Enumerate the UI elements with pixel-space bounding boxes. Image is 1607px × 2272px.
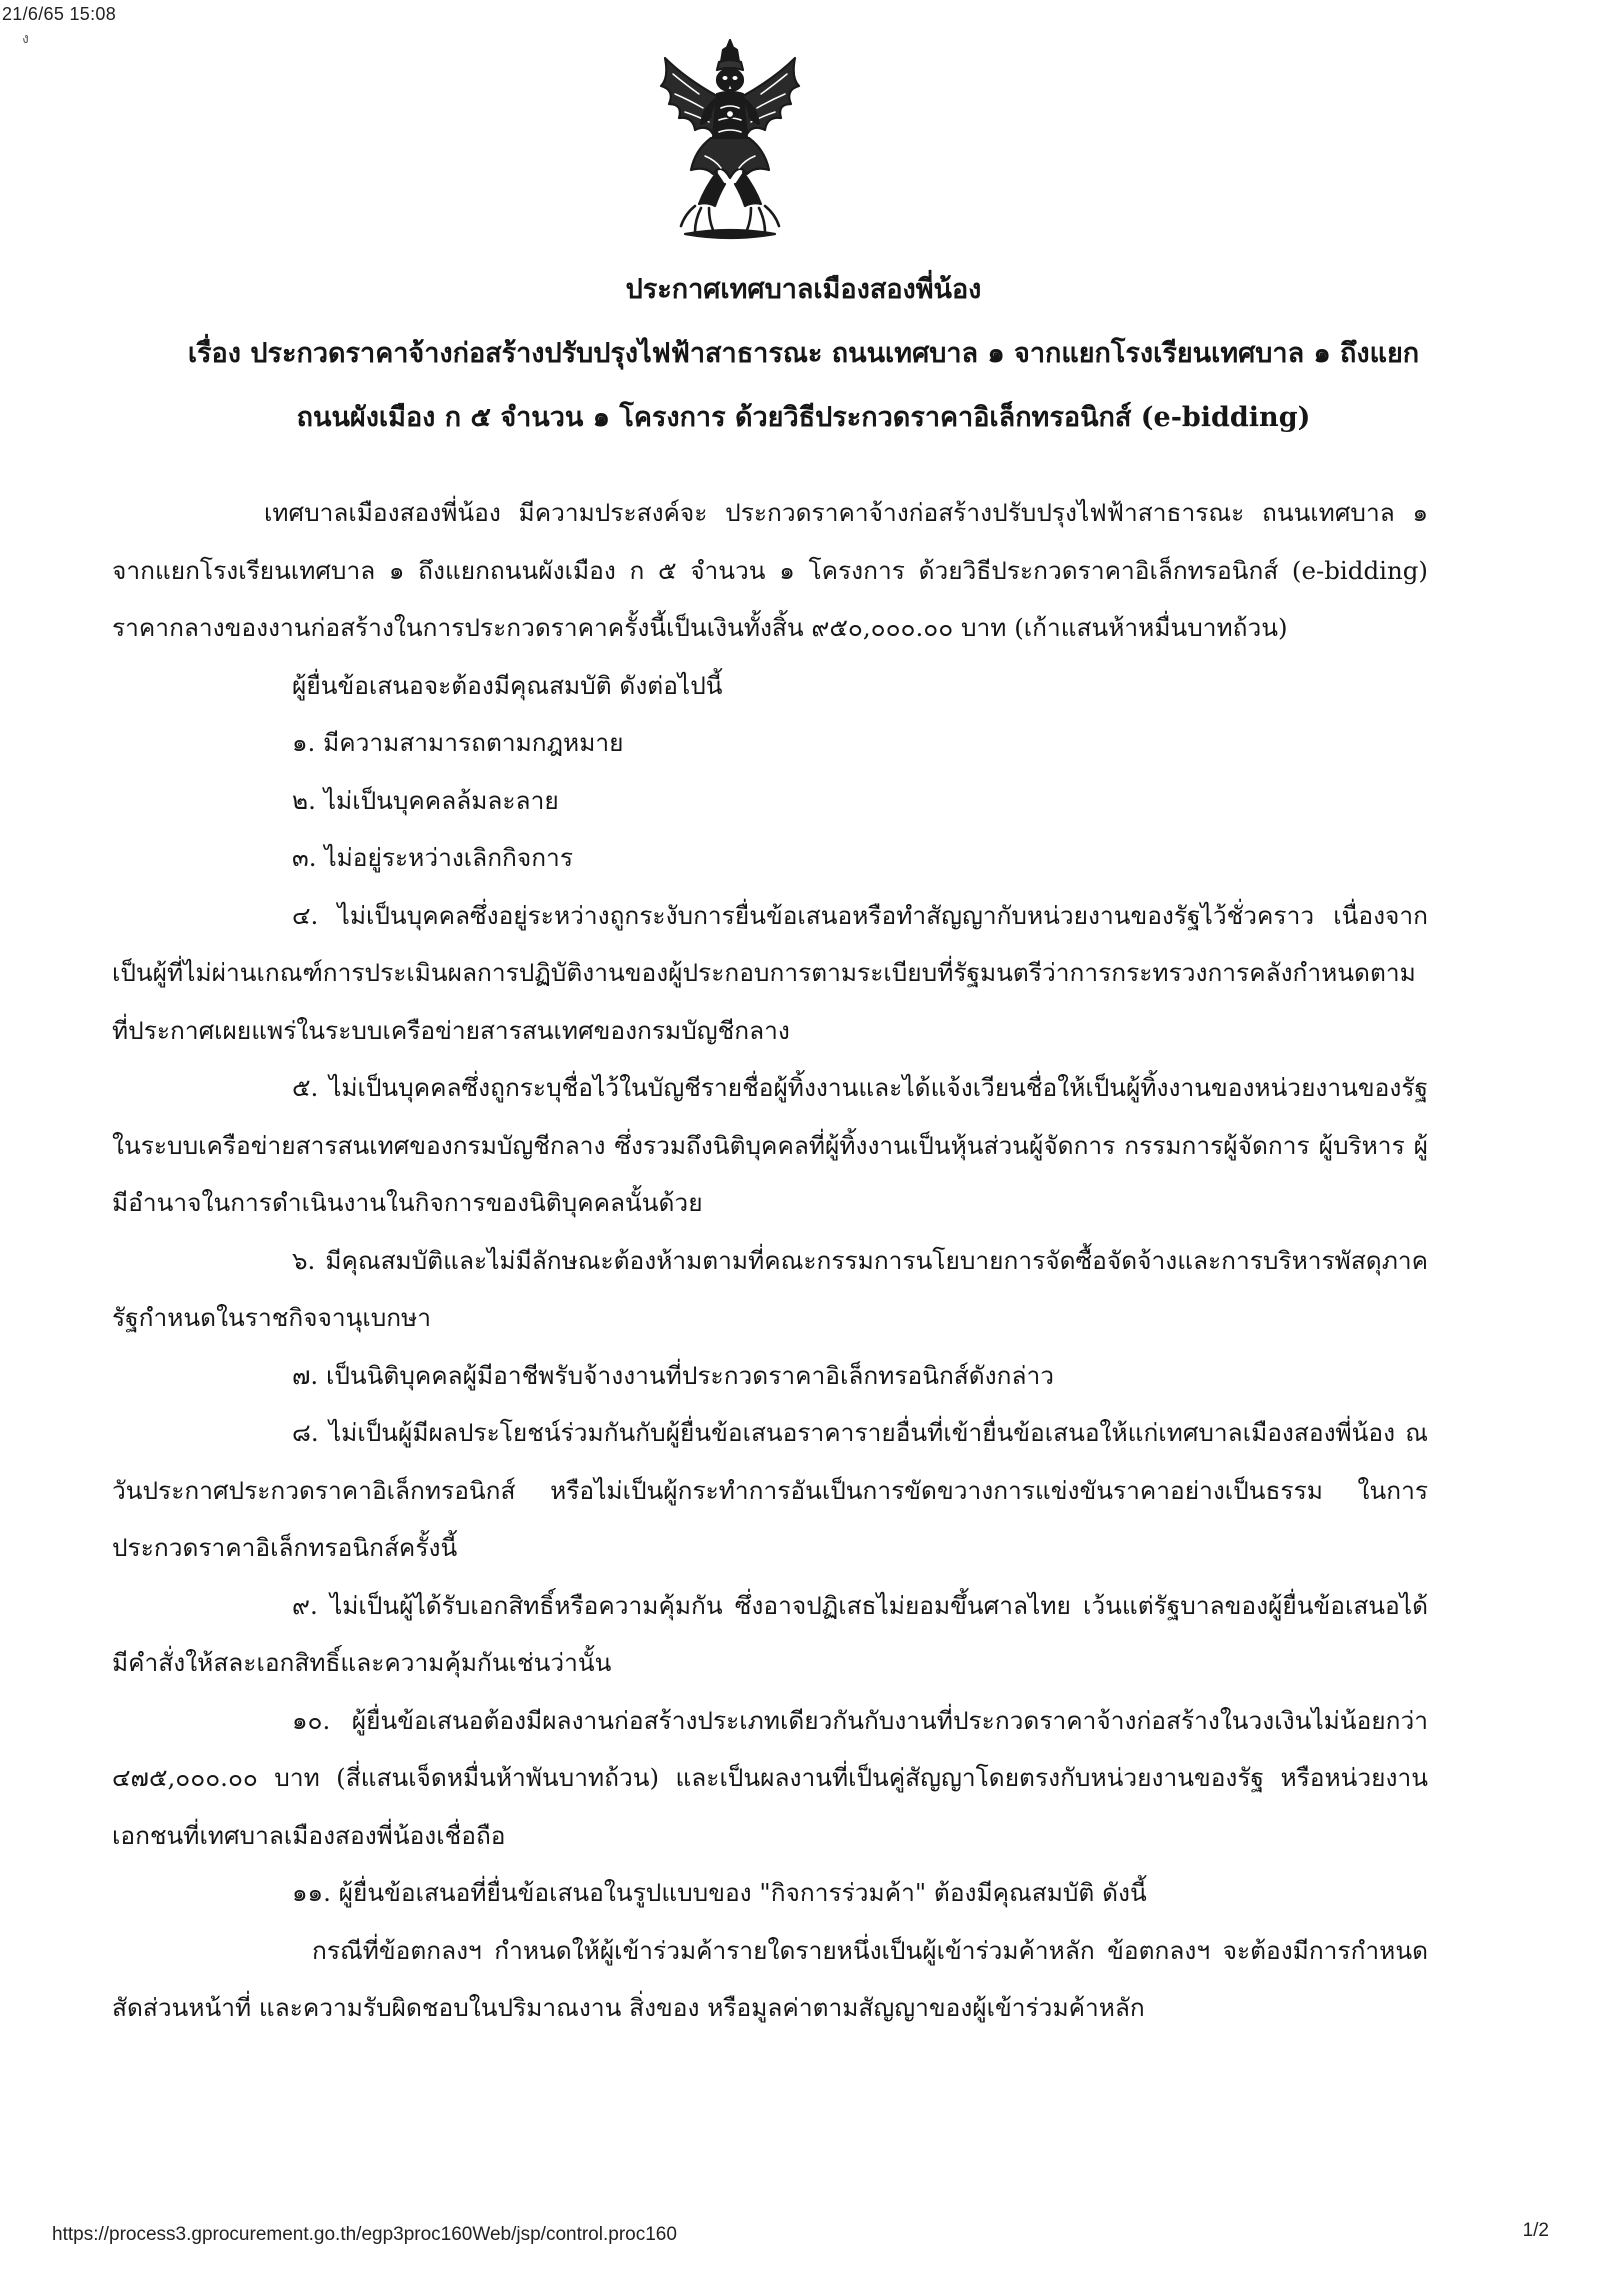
qualification-heading: ผู้ยื่นข้อเสนอจะต้องมีคุณสมบัติ ดังต่อไปนี้ — [292, 670, 723, 700]
print-datetime: 21/6/65 15:08 — [2, 4, 117, 24]
qualification-item-9: ๙. ไม่เป็นผู้ได้รับเอกสิทธิ์หรือความคุ้มกัน ซึ่งอาจปฏิเสธไม่ยอมขึ้นศาลไทย เว้นแต่รัฐบาลของผู้ยื่นข้อเสนอได้มีคำสั่งให้สละเอกสิทธิ์และความคุ้มกันเช่นว่านั้น — [112, 1590, 1428, 1677]
qualification-item-7: ๗. เป็นนิติบุคคลผู้มีอาชีพรับจ้างงานที่ประกวดราคาอิเล็กทรอนิกส์ดังกล่าว — [292, 1360, 1055, 1390]
page-indicator: 1/2 — [1522, 2220, 1549, 2241]
qualification-item-6: ๖. มีคุณสมบัติและไม่มีลักษณะต้องห้ามตามที่คณะกรรมการนโยบายการจัดซื้อจัดจ้างและการบริหารพัสดุภาครัฐกำหนดในราชกิจจานุเบกษา — [112, 1245, 1428, 1332]
announcement-body — [112, 484, 1428, 2037]
qualification-item-3: ๓. ไม่อยู่ระหว่างเลิกกิจการ — [292, 843, 573, 872]
joint-venture-paragraph: กรณีที่ข้อตกลงฯ กำหนดให้ผู้เข้าร่วมค้ารายใดรายหนึ่งเป็นผู้เข้าร่วมค้าหลัก ข้อตกลงฯ จะต้องมีการกำหนดสัดส่วนหน้าที่ และความรับผิดชอบในปริมาณงาน สิ่งของ หรือมูลค่าตามสัญญาของผู้เข้าร่วมค้าหลัก — [112, 1935, 1428, 2022]
announcement-title — [0, 270, 1607, 438]
garuda-emblem-icon — [655, 38, 805, 243]
handwritten-mark: ง — [22, 31, 29, 47]
source-url: https://process3.gprocurement.go.th/egp3proc160Web/jsp/control.proc160 — [52, 2224, 677, 2245]
title-subject-line1: เรื่อง ประกวดราคาจ้างก่อสร้างปรับปรุงไฟฟ้าสาธารณะ ถนนเทศบาล ๑ จากแยกโรงเรียนเทศบาล ๑ ถึงแยก — [187, 338, 1420, 369]
qualification-item-5: ๕. ไม่เป็นบุคคลซึ่งถูกระบุชื่อไว้ในบัญชีรายชื่อผู้ทิ้งงานและได้แจ้งเวียนชื่อให้เป็นผู้ทิ้งงานของหน่วยงานของรัฐในระบบเครือข่ายสารสนเทศของกรมบัญชีกลาง ซึ่งรวมถึงนิติบุคคลที่ผู้ทิ้งงานเป็นหุ้นส่วนผู้จัดการ กรรมการผู้จัดการ ผู้บริหาร ผู้มีอำนาจในการดำเนินงานในกิจการของนิติบุคคลนั้นด้วย — [112, 1073, 1428, 1217]
title-subject-line2: ถนนผังเมือง ก ๕ จำนวน ๑ โครงการ ด้วยวิธีประกวดราคาอิเล็กทรอนิกส์ (e-bidding) — [296, 402, 1311, 433]
qualification-item-11: ๑๑. ผู้ยื่นข้อเสนอที่ยื่นข้อเสนอในรูปแบบของ "กิจการร่วมค้า" ต้องมีคุณสมบัติ ดังนี้ — [292, 1878, 1147, 1907]
qualification-item-2: ๒. ไม่เป็นบุคคลล้มละลาย — [292, 785, 559, 815]
qualification-item-4: ๔. ไม่เป็นบุคคลซึ่งอยู่ระหว่างถูกระงับการยื่นข้อเสนอหรือทำสัญญากับหน่วยงานของรัฐไว้ชั่วคราว เนื่องจากเป็นผู้ที่ไม่ผ่านเกณฑ์การประเมินผลการปฏิบัติงานของผู้ประกอบการตามระเบียบที่รัฐมนตรีว่าการกระทรวงการคลังกำหนดตามที่ประกาศเผยแพร่ในระบบเครือข่ายสารสนเทศของกรมบัญชีกลาง — [112, 900, 1428, 1045]
intro-paragraph: เทศบาลเมืองสองพี่น้อง มีความประสงค์จะ ประกวดราคาจ้างก่อสร้างปรับปรุงไฟฟ้าสาธารณะ ถนนเทศบาล ๑ จากแยกโรงเรียนเทศบาล ๑ ถึงแยกถนนผังเมือง ก ๕ จำนวน ๑ โครงการ ด้วยวิธีประกวดราคาอิเล็กทรอนิกส์ (e-bidding) ราคากลางของงานก่อสร้างในการประกวดราคาครั้งนี้เป็นเงินทั้งสิ้น ๙๕๐,๐๐๐.๐๐ บาท (เก้าแสนห้าหมื่นบาทถ้วน) — [112, 498, 1428, 642]
qualification-item-1: ๑. มีความสามารถตามกฎหมาย — [292, 728, 624, 757]
qualification-item-8: ๘. ไม่เป็นผู้มีผลประโยชน์ร่วมกันกับผู้ยื่นข้อเสนอราคารายอื่นที่เข้ายื่นข้อเสนอให้แก่เทศบาลเมืองสองพี่น้อง ณ วันประกาศประกวดราคาอิเล็กทรอนิกส์ หรือไม่เป็นผู้กระทำการอันเป็นการขัดขวางการแข่งขันราคาอย่างเป็นธรรม ในการประกวดราคาอิเล็กทรอนิกส์ครั้งนี้ — [112, 1418, 1428, 1562]
title-issuer: ประกาศเทศบาลเมืองสองพี่น้อง — [625, 274, 982, 305]
qualification-item-10: ๑๐. ผู้ยื่นข้อเสนอต้องมีผลงานก่อสร้างประเภทเดียวกันกับงานที่ประกวดราคาจ้างก่อสร้างในวงเงินไม่น้อยกว่า ๔๗๕,๐๐๐.๐๐ บาท (สี่แสนเจ็ดหมื่นห้าพันบาทถ้วน) และเป็นผลงานที่เป็นคู่สัญญาโดยตรงกับหน่วยงานของรัฐ หรือหน่วยงานเอกชนที่เทศบาลเมืองสองพี่น้องเชื่อถือ — [112, 1705, 1428, 1850]
